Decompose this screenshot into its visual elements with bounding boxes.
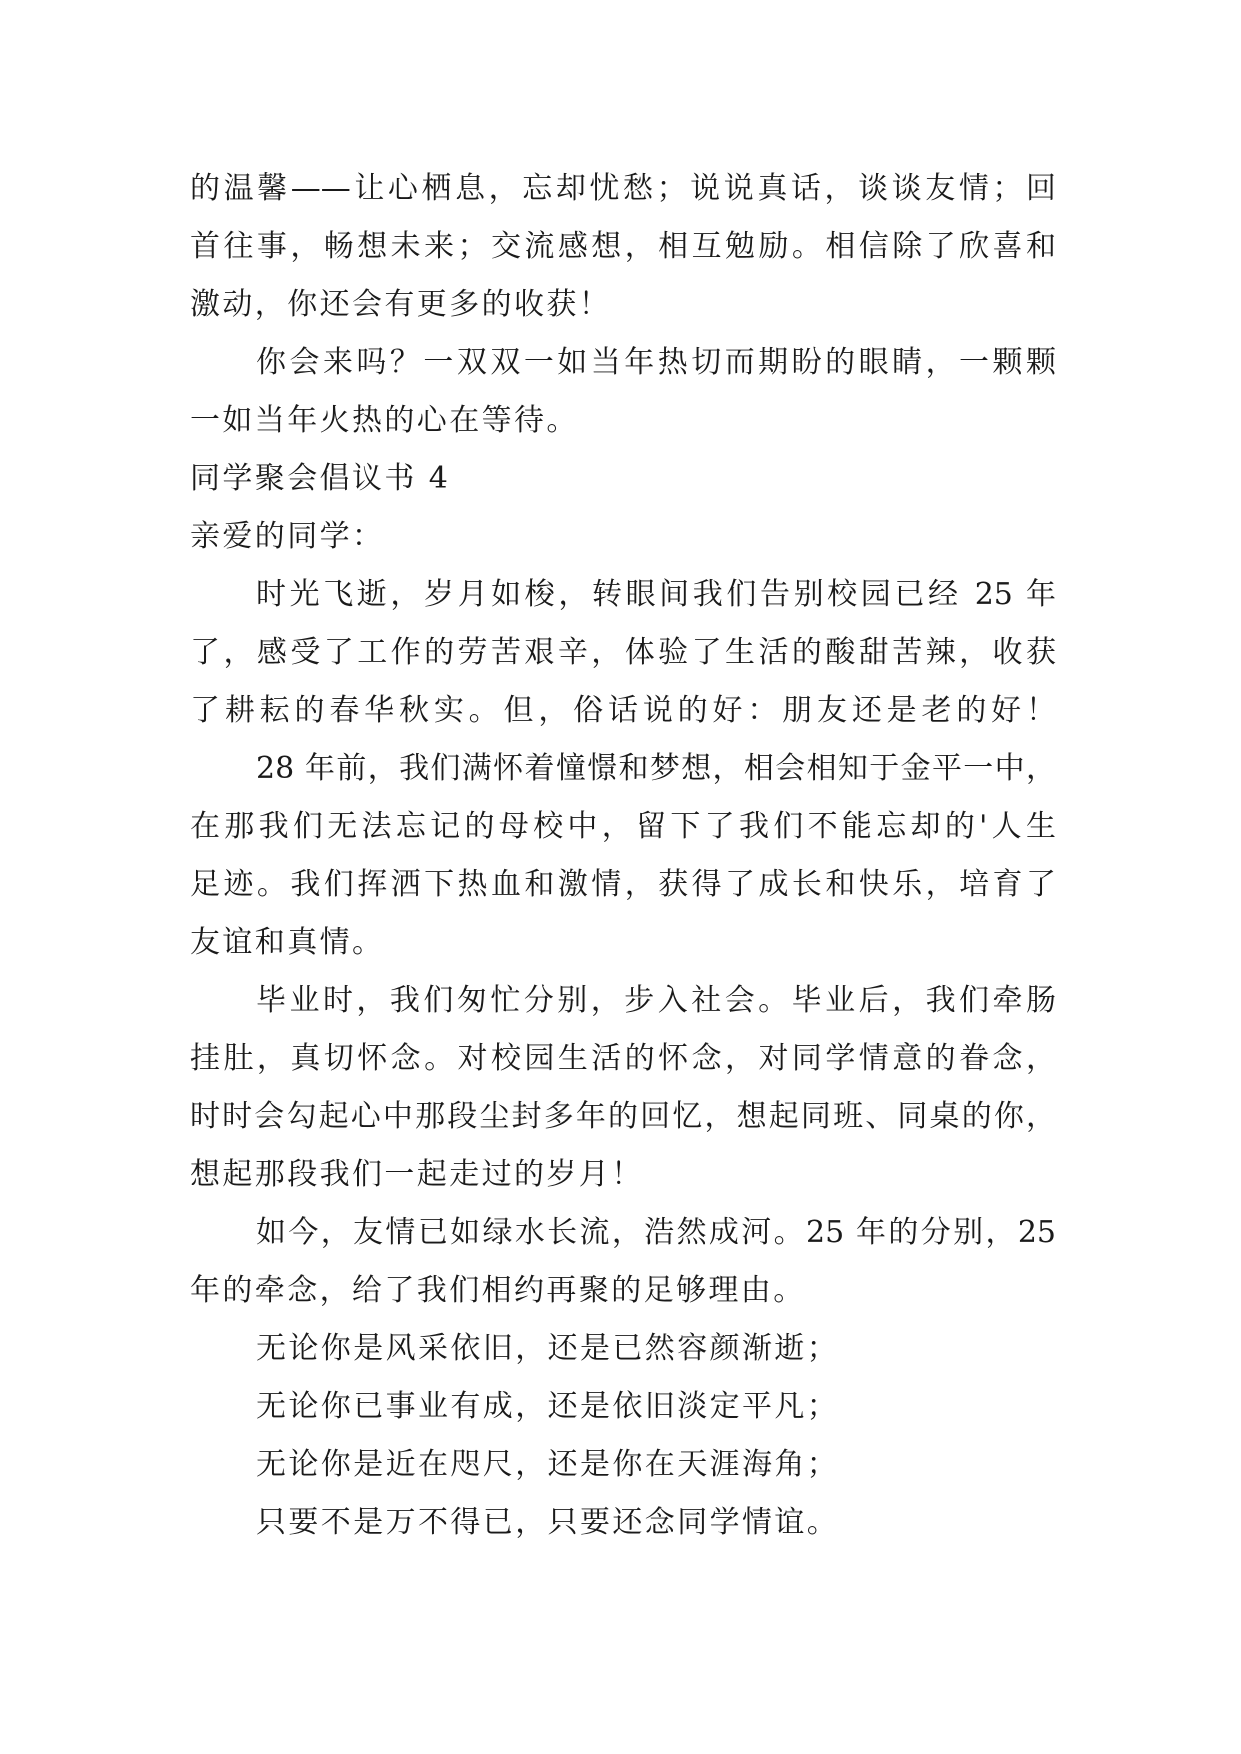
- text-line: 首往事，畅想未来；交流感想，相互勉励。相信除了欣喜和: [190, 229, 1056, 264]
- text-line: 了，感受了工作的劳苦艰辛，体验了生活的酸甜苦辣，收获: [190, 635, 1056, 670]
- text-line: 想起那段我们一起走过的岁月！: [190, 1157, 644, 1192]
- text-line: 时光飞逝，岁月如梭，转眼间我们告别校园已经 25 年: [256, 577, 1056, 612]
- section-heading: 同学聚会倡议书 4: [190, 461, 451, 496]
- text-line: 足迹。我们挥洒下热血和激情，获得了成长和快乐，培育了: [190, 867, 1056, 902]
- salutation: 亲爱的同学：: [190, 519, 385, 554]
- text-line: 只要不是万不得已，只要还念同学情谊。: [256, 1505, 840, 1540]
- text-line: 在那我们无法忘记的母校中，留下了我们不能忘却的'人生: [190, 809, 1056, 844]
- text-line: 无论你是风采依旧，还是已然容颜渐逝；: [256, 1331, 840, 1366]
- text-line: 友谊和真情。: [190, 925, 385, 960]
- text-line: 时时会勾起心中那段尘封多年的回忆，想起同班、同桌的你，: [190, 1099, 1056, 1134]
- text-line: 无论你已事业有成，还是依旧淡定平凡；: [256, 1389, 840, 1424]
- document-page: [190, 160, 1056, 1552]
- text-line: 激动，你还会有更多的收获！: [190, 287, 612, 322]
- text-line: 一如当年火热的心在等待。: [190, 403, 579, 438]
- text-line: 年的牵念，给了我们相约再聚的足够理由。: [190, 1273, 806, 1308]
- text-line: 了耕耘的春华秋实。但，俗话说的好：朋友还是老的好！: [190, 693, 1056, 728]
- text-line: 的温馨——让心栖息，忘却忧愁；说说真话，谈谈友情；回: [190, 171, 1056, 206]
- document-body: [190, 160, 1056, 1552]
- text-line: 无论你是近在咫尺，还是你在天涯海角；: [256, 1447, 840, 1482]
- text-line: 28 年前，我们满怀着憧憬和梦想，相会相知于金平一中，: [256, 751, 1056, 786]
- text-line: 如今，友情已如绿水长流，浩然成河。25 年的分别，25: [256, 1215, 1056, 1250]
- text-line: 挂肚，真切怀念。对校园生活的怀念，对同学情意的眷念，: [190, 1041, 1056, 1076]
- text-line: 你会来吗？一双双一如当年热切而期盼的眼睛，一颗颗: [256, 345, 1056, 380]
- text-line: 毕业时，我们匆忙分别，步入社会。毕业后，我们牵肠: [256, 983, 1056, 1018]
